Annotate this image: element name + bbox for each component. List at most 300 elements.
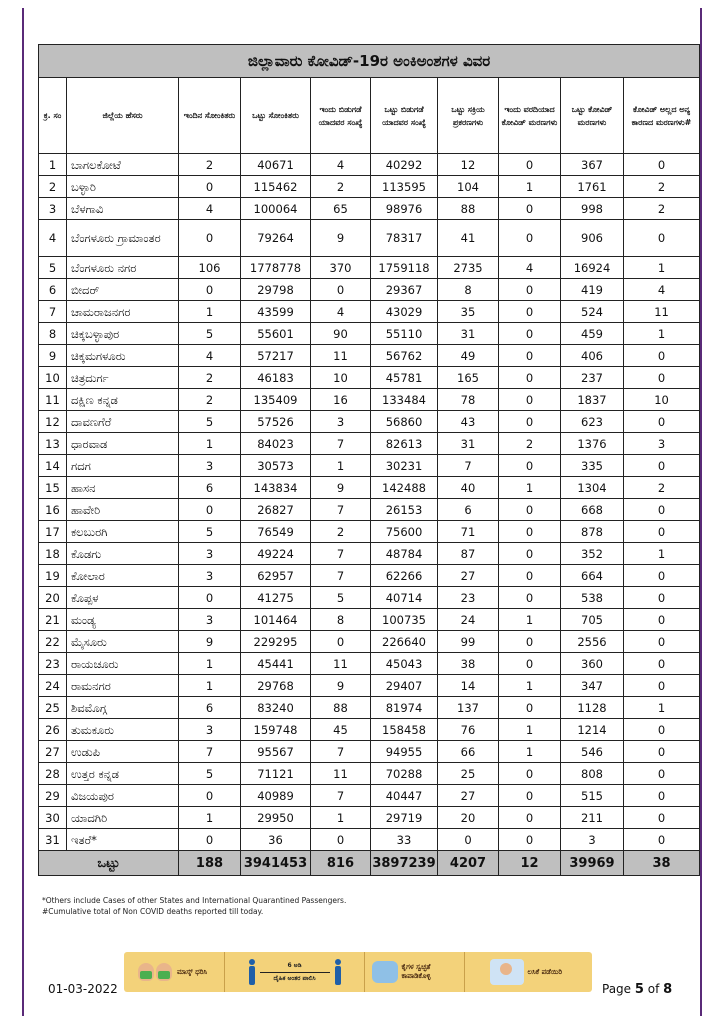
value-cell: 0: [624, 719, 700, 741]
value-cell: 0: [499, 499, 561, 521]
value-cell: 29768: [241, 675, 311, 697]
header-cell: ಕ್ರ. ಸಂ: [39, 78, 67, 154]
value-cell: 49: [438, 345, 499, 367]
value-cell: 104: [438, 176, 499, 198]
total-cell: 816: [311, 851, 371, 876]
serial-cell: 26: [39, 719, 67, 741]
value-cell: 0: [624, 345, 700, 367]
value-cell: 1: [499, 176, 561, 198]
person-icon: [334, 959, 342, 985]
distance-text: ದೈಹಿಕ ಅಂತರ ಪಾಲಿಸಿ: [273, 974, 316, 982]
value-cell: 0: [499, 565, 561, 587]
value-cell: 45441: [241, 653, 311, 675]
table-row: [39, 807, 700, 829]
value-cell: 7: [438, 455, 499, 477]
value-cell: 11: [311, 763, 371, 785]
serial-cell: 24: [39, 675, 67, 697]
safety-banner: [124, 952, 592, 992]
value-cell: 99: [438, 631, 499, 653]
value-cell: 237: [561, 367, 624, 389]
table-row: [39, 763, 700, 785]
value-cell: 0: [438, 829, 499, 851]
serial-cell: 27: [39, 741, 67, 763]
table-row: [39, 279, 700, 301]
value-cell: 55110: [371, 323, 438, 345]
district-name-cell: ಕೊಡಗು: [67, 543, 179, 565]
value-cell: 14: [438, 675, 499, 697]
page-total: 8: [663, 982, 673, 997]
value-cell: 7: [311, 543, 371, 565]
value-cell: 41: [438, 220, 499, 257]
value-cell: 5: [179, 323, 241, 345]
header-cell: ಒಟ್ಟು ಸೋಂಕಿತರು: [241, 78, 311, 154]
value-cell: 0: [179, 220, 241, 257]
report-date: 01-03-2022: [48, 982, 118, 996]
district-name-cell: ಗದಗ: [67, 455, 179, 477]
value-cell: 57526: [241, 411, 311, 433]
value-cell: 142488: [371, 477, 438, 499]
value-cell: 0: [624, 741, 700, 763]
value-cell: 0: [624, 631, 700, 653]
value-cell: 62266: [371, 565, 438, 587]
value-cell: 30231: [371, 455, 438, 477]
table-row: [39, 433, 700, 455]
table-row: [39, 411, 700, 433]
value-cell: 1: [624, 323, 700, 345]
district-name-cell: ದಕ್ಷಿಣ ಕನ್ನಡ: [67, 389, 179, 411]
vaccination-icon: [490, 959, 524, 985]
value-cell: 0: [624, 587, 700, 609]
table-row: [39, 176, 700, 198]
value-cell: 0: [624, 411, 700, 433]
value-cell: 57217: [241, 345, 311, 367]
header-cell: ಒಟ್ಟು ಬಿಡುಗಡೆ ಯಾದವರ ಸಂಖ್ಯೆ: [371, 78, 438, 154]
value-cell: 78317: [371, 220, 438, 257]
table-body: [39, 154, 700, 851]
header-cell: ಜಿಲ್ಲೆಯ ಹೆಸರು: [67, 78, 179, 154]
serial-cell: 28: [39, 763, 67, 785]
serial-cell: 25: [39, 697, 67, 719]
value-cell: 2: [311, 176, 371, 198]
value-cell: 49224: [241, 543, 311, 565]
value-cell: 88: [311, 697, 371, 719]
value-cell: 71121: [241, 763, 311, 785]
footnote-others: *Others include Cases of other States and International Quarantined Passengers.: [42, 896, 347, 905]
banner-mask-text: ಮಾಸ್ಕ್ ಧರಿಸಿ: [177, 967, 208, 976]
value-cell: 0: [624, 367, 700, 389]
district-name-cell: ತುಮಕೂರು: [67, 719, 179, 741]
district-name-cell: ಧಾರವಾಡ: [67, 433, 179, 455]
header-cell: ಇಂದು ವರದಿಯಾದ ಕೋವಿಡ್ ಮರಣಗಳು: [499, 78, 561, 154]
value-cell: 33: [371, 829, 438, 851]
value-cell: 106: [179, 257, 241, 279]
serial-cell: 18: [39, 543, 67, 565]
serial-cell: 31: [39, 829, 67, 851]
page-of: of: [647, 982, 660, 996]
value-cell: 0: [624, 675, 700, 697]
value-cell: 100735: [371, 609, 438, 631]
value-cell: 1: [624, 697, 700, 719]
serial-cell: 1: [39, 154, 67, 176]
value-cell: 143834: [241, 477, 311, 499]
value-cell: 0: [499, 198, 561, 220]
table-row: [39, 785, 700, 807]
value-cell: 5: [179, 763, 241, 785]
value-cell: 40292: [371, 154, 438, 176]
serial-cell: 13: [39, 433, 67, 455]
header-cell: ಇಂದು ಬಿಡುಗಡೆ ಯಾದವರ ಸಂಖ್ಯೆ: [311, 78, 371, 154]
serial-cell: 4: [39, 220, 67, 257]
value-cell: 78: [438, 389, 499, 411]
serial-cell: 15: [39, 477, 67, 499]
value-cell: 16924: [561, 257, 624, 279]
serial-cell: 2: [39, 176, 67, 198]
table-row: [39, 477, 700, 499]
value-cell: 11: [311, 653, 371, 675]
value-cell: 20: [438, 807, 499, 829]
value-cell: 0: [311, 631, 371, 653]
serial-cell: 9: [39, 345, 67, 367]
value-cell: 0: [179, 785, 241, 807]
value-cell: 2: [179, 367, 241, 389]
total-cell: 188: [179, 851, 241, 876]
value-cell: 7: [311, 499, 371, 521]
value-cell: 16: [311, 389, 371, 411]
district-name-cell: ಬೆಳಗಾವಿ: [67, 198, 179, 220]
value-cell: 95567: [241, 741, 311, 763]
value-cell: 12: [438, 154, 499, 176]
value-cell: 0: [624, 763, 700, 785]
value-cell: 3: [179, 455, 241, 477]
value-cell: 6: [438, 499, 499, 521]
value-cell: 0: [311, 279, 371, 301]
page-prefix: Page: [602, 982, 632, 996]
value-cell: 0: [624, 829, 700, 851]
value-cell: 2: [624, 198, 700, 220]
district-name-cell: ಮಂಡ್ಯ: [67, 609, 179, 631]
masked-face-icon: [138, 963, 154, 981]
value-cell: 7: [311, 785, 371, 807]
district-name-cell: ಚಿಕ್ಕಬಳ್ಳಾಪುರ: [67, 323, 179, 345]
value-cell: 84023: [241, 433, 311, 455]
value-cell: 1: [499, 719, 561, 741]
table-row: [39, 543, 700, 565]
district-name-cell: ಶಿವಮೊಗ್ಗ: [67, 697, 179, 719]
district-name-cell: ಬಳ್ಳಾರಿ: [67, 176, 179, 198]
value-cell: 158458: [371, 719, 438, 741]
banner-vaccine: [464, 952, 592, 992]
table-row: [39, 697, 700, 719]
serial-cell: 7: [39, 301, 67, 323]
value-cell: 29719: [371, 807, 438, 829]
value-cell: 10: [624, 389, 700, 411]
value-cell: 705: [561, 609, 624, 631]
value-cell: 1: [179, 675, 241, 697]
footnote-non-covid: #Cumulative total of Non COVID deaths reported till today.: [42, 907, 264, 916]
value-cell: 4: [499, 257, 561, 279]
value-cell: 27: [438, 565, 499, 587]
value-cell: 1: [624, 257, 700, 279]
serial-cell: 11: [39, 389, 67, 411]
value-cell: 6: [179, 477, 241, 499]
value-cell: 8: [438, 279, 499, 301]
value-cell: 115462: [241, 176, 311, 198]
value-cell: 71: [438, 521, 499, 543]
value-cell: 100064: [241, 198, 311, 220]
value-cell: 3: [311, 411, 371, 433]
total-cell: 38: [624, 851, 700, 876]
value-cell: 65: [311, 198, 371, 220]
value-cell: 352: [561, 543, 624, 565]
value-cell: 1778778: [241, 257, 311, 279]
banner-hands-text: ಕೈಗಳ ಸ್ವಚ್ಛತೆ ಕಾಪಾಡಿಕೊಳ್ಳಿ: [401, 963, 431, 980]
value-cell: 94955: [371, 741, 438, 763]
value-cell: 29367: [371, 279, 438, 301]
value-cell: 159748: [241, 719, 311, 741]
serial-cell: 16: [39, 499, 67, 521]
table-row: [39, 389, 700, 411]
value-cell: 46183: [241, 367, 311, 389]
serial-cell: 8: [39, 323, 67, 345]
value-cell: 9: [311, 477, 371, 499]
page-current: 5: [634, 982, 644, 997]
person-icon: [248, 959, 256, 985]
value-cell: 79264: [241, 220, 311, 257]
value-cell: 82613: [371, 433, 438, 455]
value-cell: 24: [438, 609, 499, 631]
serial-cell: 19: [39, 565, 67, 587]
district-name-cell: ವಿಜಯಪುರ: [67, 785, 179, 807]
page-number: [602, 982, 672, 997]
table-row: [39, 741, 700, 763]
header-cell: ಒಟ್ಟು ಸಕ್ರಿಯ ಪ್ರಕರಣಗಳು: [438, 78, 499, 154]
table-row: [39, 323, 700, 345]
value-cell: 4: [311, 154, 371, 176]
value-cell: 1: [179, 653, 241, 675]
value-cell: 2: [179, 154, 241, 176]
value-cell: 56762: [371, 345, 438, 367]
value-cell: 0: [499, 367, 561, 389]
value-cell: 0: [499, 763, 561, 785]
district-name-cell: ಚಾಮರಾಜನಗರ: [67, 301, 179, 323]
value-cell: 48784: [371, 543, 438, 565]
value-cell: 55601: [241, 323, 311, 345]
value-cell: 11: [311, 345, 371, 367]
table-row: [39, 367, 700, 389]
value-cell: 4: [624, 279, 700, 301]
value-cell: 76: [438, 719, 499, 741]
total-cell: 39969: [561, 851, 624, 876]
value-cell: 38: [438, 653, 499, 675]
district-name-cell: ದಾವಣಗೆರೆ: [67, 411, 179, 433]
value-cell: 0: [624, 653, 700, 675]
value-cell: 45: [311, 719, 371, 741]
value-cell: 906: [561, 220, 624, 257]
header-cell: ಇಂದಿನ ಸೋಂಕಿತರು: [179, 78, 241, 154]
value-cell: 623: [561, 411, 624, 433]
district-name-cell: ಚಿತ್ರದುರ್ಗ: [67, 367, 179, 389]
value-cell: 6: [179, 697, 241, 719]
serial-cell: 30: [39, 807, 67, 829]
value-cell: 7: [311, 565, 371, 587]
value-cell: 0: [499, 323, 561, 345]
value-cell: 998: [561, 198, 624, 220]
table-row: [39, 653, 700, 675]
value-cell: 0: [499, 345, 561, 367]
value-cell: 10: [311, 367, 371, 389]
district-name-cell: ಕೊಪ್ಪಳ: [67, 587, 179, 609]
value-cell: 1: [311, 807, 371, 829]
value-cell: 133484: [371, 389, 438, 411]
value-cell: 7: [311, 433, 371, 455]
serial-cell: 17: [39, 521, 67, 543]
value-cell: 0: [499, 785, 561, 807]
value-cell: 76549: [241, 521, 311, 543]
value-cell: 41275: [241, 587, 311, 609]
value-cell: 3: [179, 543, 241, 565]
value-cell: 0: [499, 543, 561, 565]
value-cell: 35: [438, 301, 499, 323]
value-cell: 0: [499, 653, 561, 675]
value-cell: 40447: [371, 785, 438, 807]
value-cell: 29950: [241, 807, 311, 829]
value-cell: 23: [438, 587, 499, 609]
value-cell: 5: [179, 411, 241, 433]
district-name-cell: ಹಾಸನ: [67, 477, 179, 499]
value-cell: 29798: [241, 279, 311, 301]
value-cell: 43029: [371, 301, 438, 323]
value-cell: 211: [561, 807, 624, 829]
table-row: [39, 345, 700, 367]
value-cell: 1: [499, 477, 561, 499]
value-cell: 45043: [371, 653, 438, 675]
table-row: [39, 587, 700, 609]
value-cell: 0: [624, 565, 700, 587]
serial-cell: 10: [39, 367, 67, 389]
value-cell: 0: [499, 411, 561, 433]
header-cell: ಕೋವಿಡ್ ಅಲ್ಲದ ಅನ್ಯ ಕಾರಣದ ಮರಣಗಳು#: [624, 78, 700, 154]
district-name-cell: ಚಿಕ್ಕಮಗಳೂರು: [67, 345, 179, 367]
value-cell: 137: [438, 697, 499, 719]
value-cell: 66: [438, 741, 499, 763]
value-cell: 0: [624, 455, 700, 477]
value-cell: 5: [311, 587, 371, 609]
value-cell: 2: [624, 176, 700, 198]
serial-cell: 23: [39, 653, 67, 675]
district-name-cell: ಬೆಂಗಳೂರು ನಗರ: [67, 257, 179, 279]
value-cell: 0: [499, 587, 561, 609]
district-name-cell: ಉಡುಪಿ: [67, 741, 179, 763]
value-cell: 9: [179, 631, 241, 653]
value-cell: 360: [561, 653, 624, 675]
table-row: [39, 257, 700, 279]
value-cell: 3: [179, 719, 241, 741]
value-cell: 1: [311, 455, 371, 477]
table-row: [39, 565, 700, 587]
value-cell: 30573: [241, 455, 311, 477]
value-cell: 90: [311, 323, 371, 345]
value-cell: 0: [499, 389, 561, 411]
value-cell: 1759118: [371, 257, 438, 279]
value-cell: 878: [561, 521, 624, 543]
value-cell: 538: [561, 587, 624, 609]
value-cell: 1: [624, 543, 700, 565]
district-covid-table: [38, 44, 700, 876]
value-cell: 9: [311, 220, 371, 257]
value-cell: 98976: [371, 198, 438, 220]
value-cell: 3: [624, 433, 700, 455]
value-cell: 0: [179, 279, 241, 301]
value-cell: 101464: [241, 609, 311, 631]
value-cell: 0: [624, 521, 700, 543]
value-cell: 0: [499, 697, 561, 719]
value-cell: 3: [179, 565, 241, 587]
value-cell: 546: [561, 741, 624, 763]
banner-vaccine-text: ಲಸಿಕೆ ಪಡೆಯಿರಿ: [527, 967, 563, 976]
value-cell: 419: [561, 279, 624, 301]
value-cell: 0: [499, 631, 561, 653]
value-cell: 0: [499, 455, 561, 477]
value-cell: 0: [499, 279, 561, 301]
value-cell: 43599: [241, 301, 311, 323]
value-cell: 808: [561, 763, 624, 785]
district-name-cell: ರಾಯಚೂರು: [67, 653, 179, 675]
total-label: ಒಟ್ಟು: [39, 851, 179, 876]
masked-face-icon: [156, 963, 172, 981]
value-cell: 43: [438, 411, 499, 433]
table-row: [39, 154, 700, 176]
banner-hands: [364, 952, 464, 992]
district-name-cell: ಬಾಗಲಕೋಟೆ: [67, 154, 179, 176]
serial-cell: 22: [39, 631, 67, 653]
serial-cell: 21: [39, 609, 67, 631]
table-row: [39, 631, 700, 653]
total-cell: 3941453: [241, 851, 311, 876]
district-name-cell: ಮೈಸೂರು: [67, 631, 179, 653]
value-cell: 1304: [561, 477, 624, 499]
hand-wash-icon: [372, 961, 398, 983]
value-cell: 113595: [371, 176, 438, 198]
value-cell: 1837: [561, 389, 624, 411]
value-cell: 26153: [371, 499, 438, 521]
value-cell: 0: [624, 220, 700, 257]
value-cell: 7: [179, 741, 241, 763]
value-cell: 3: [179, 609, 241, 631]
value-cell: 7: [311, 741, 371, 763]
value-cell: 1: [179, 301, 241, 323]
value-cell: 0: [624, 154, 700, 176]
banner-distance: [224, 952, 364, 992]
value-cell: 524: [561, 301, 624, 323]
value-cell: 459: [561, 323, 624, 345]
value-cell: 0: [624, 785, 700, 807]
value-cell: 4: [311, 301, 371, 323]
total-row: [39, 851, 700, 876]
value-cell: 0: [624, 807, 700, 829]
value-cell: 0: [499, 807, 561, 829]
table-row: [39, 198, 700, 220]
value-cell: 40671: [241, 154, 311, 176]
value-cell: 27: [438, 785, 499, 807]
value-cell: 165: [438, 367, 499, 389]
value-cell: 367: [561, 154, 624, 176]
table-row: [39, 609, 700, 631]
value-cell: 0: [624, 609, 700, 631]
value-cell: 0: [499, 521, 561, 543]
table-row: [39, 499, 700, 521]
value-cell: 1214: [561, 719, 624, 741]
value-cell: 29407: [371, 675, 438, 697]
